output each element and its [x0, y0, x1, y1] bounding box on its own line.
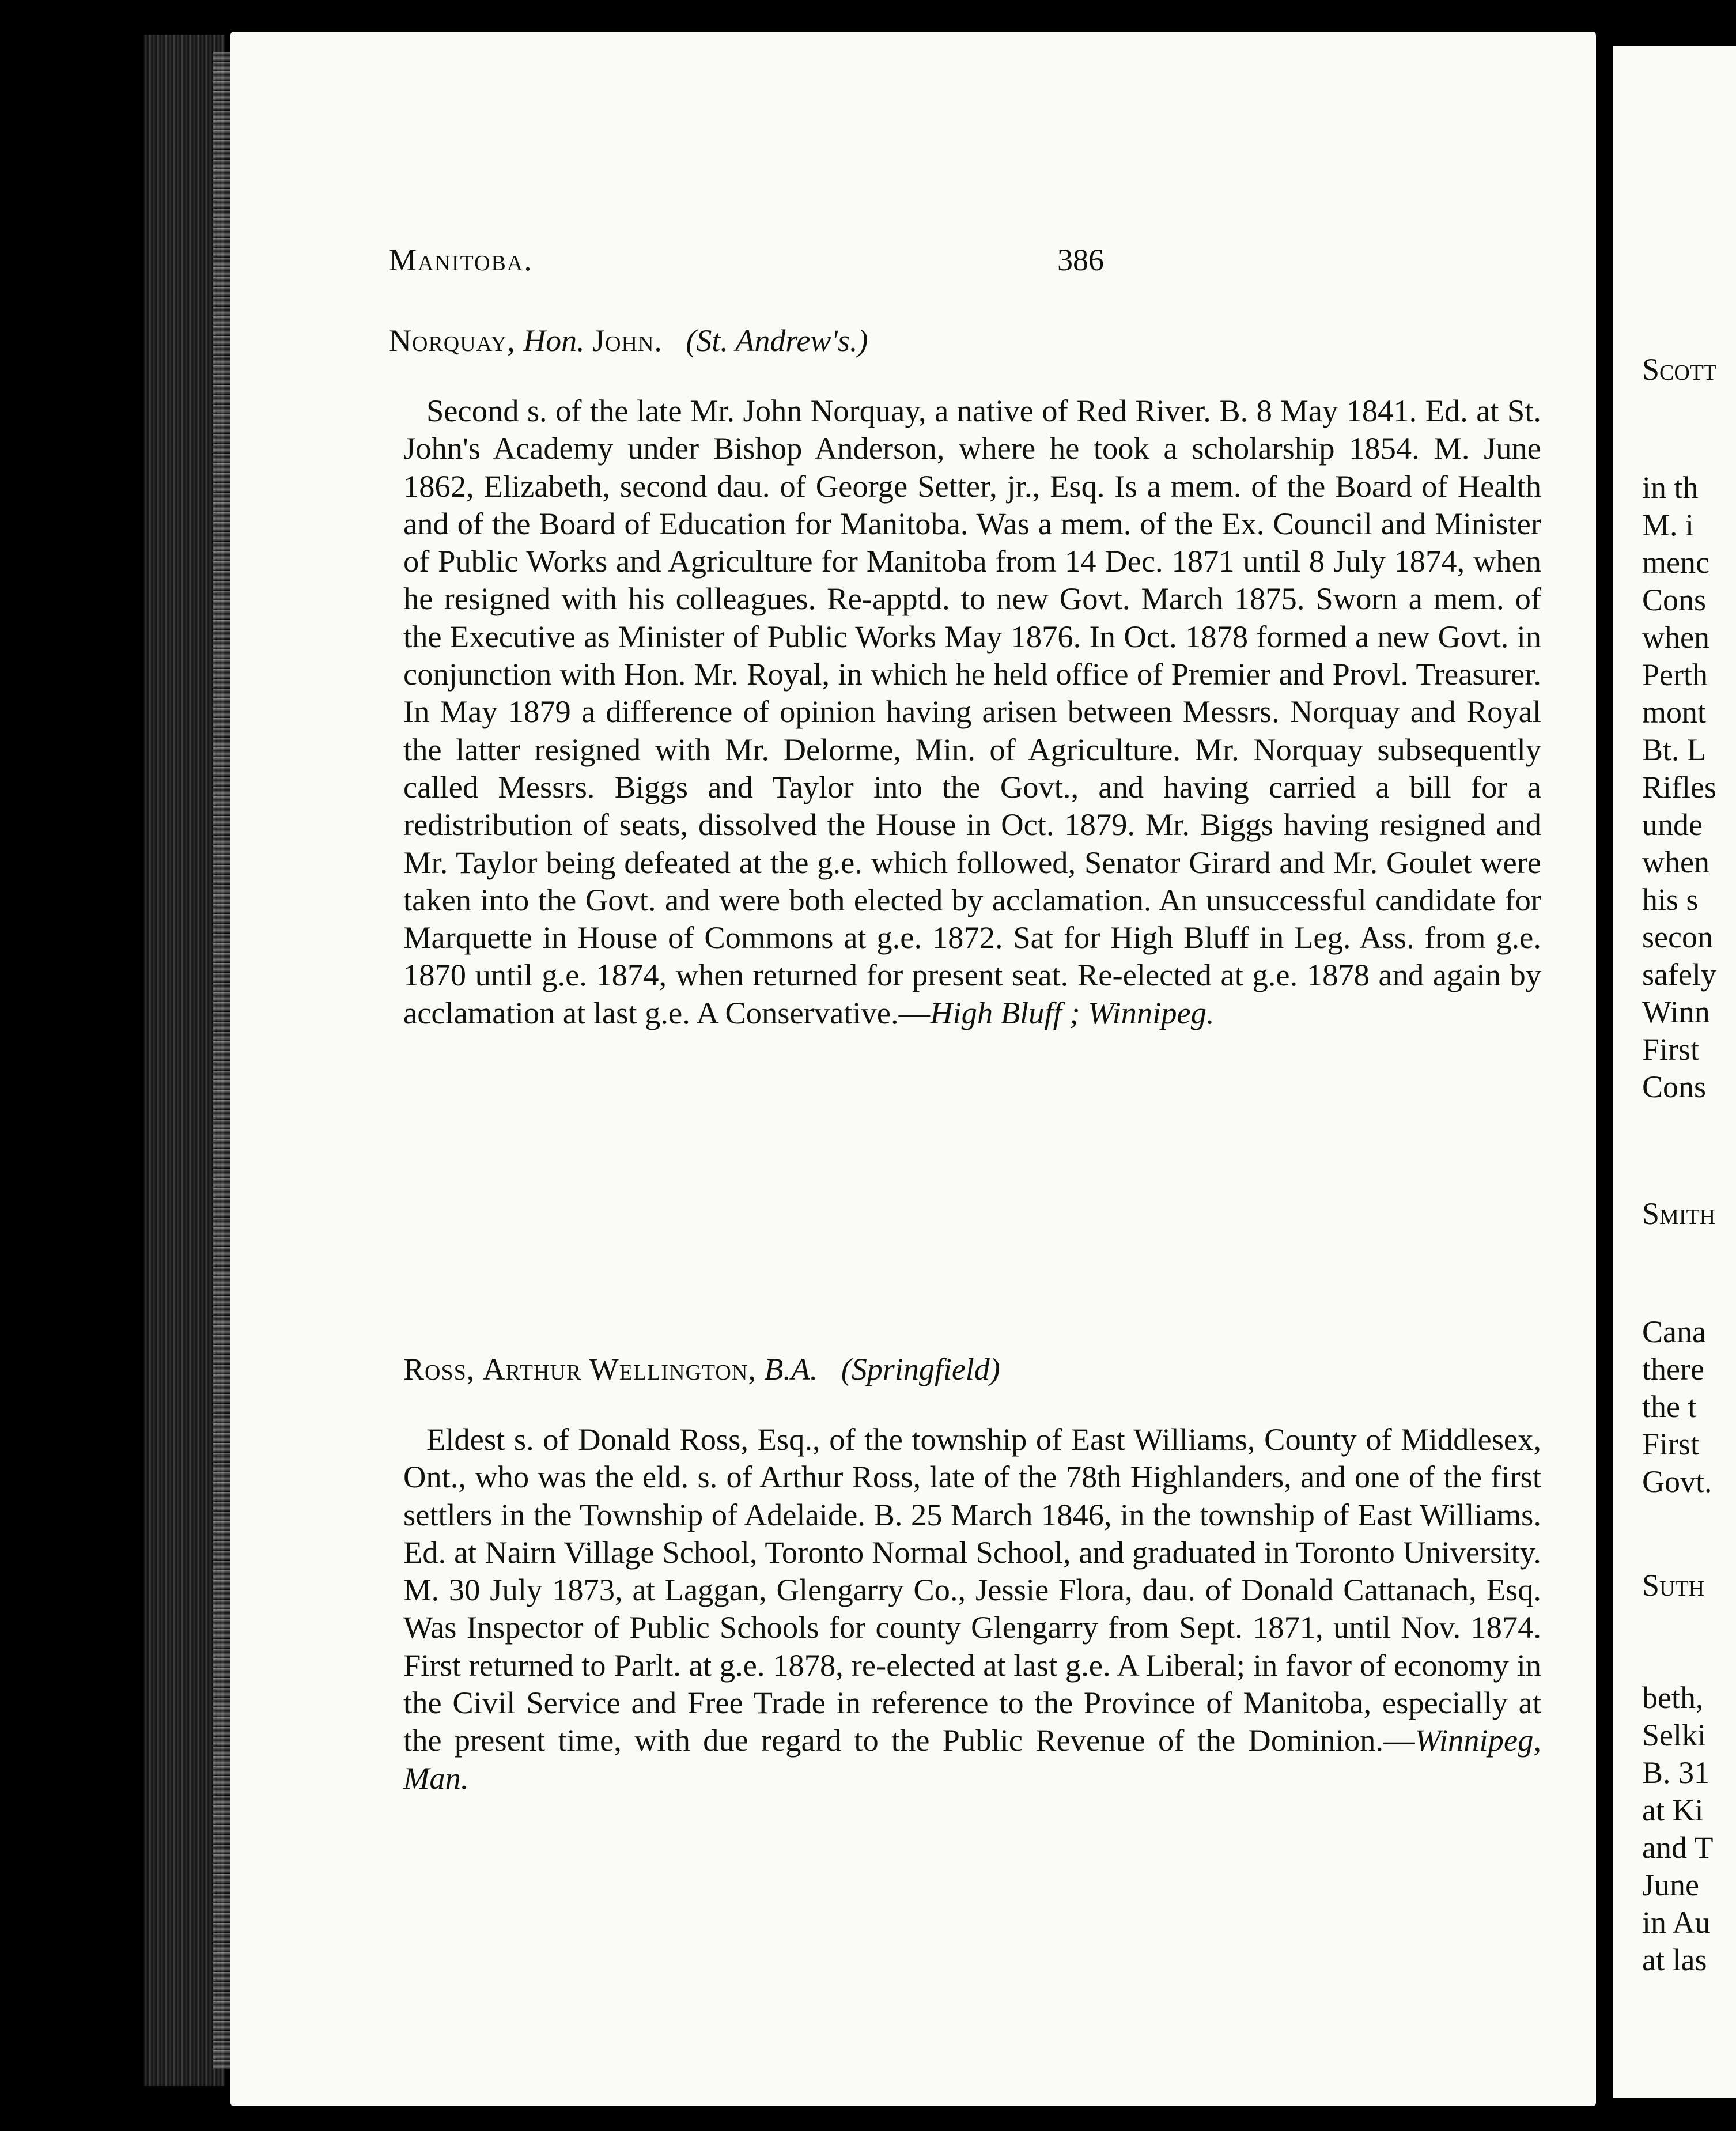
facing-line: mont	[1642, 695, 1707, 730]
section-title: Manitoba.	[389, 243, 533, 277]
facing-line: Bt. L	[1642, 732, 1707, 767]
facing-line: when	[1642, 845, 1709, 879]
facing-line: Suth	[1642, 1568, 1705, 1603]
facing-line: beth,	[1642, 1680, 1704, 1715]
entry-address: High Bluff ; Winnipeg.	[930, 995, 1215, 1030]
facing-line: menc	[1642, 545, 1709, 580]
entry-title: Hon.	[523, 323, 585, 358]
entry-constituency: (St. Andrew's.)	[686, 323, 868, 358]
facing-line: Perth	[1642, 658, 1708, 692]
entry-biography: Eldest s. of Donald Ross, Esq., of the township of East Williams, County of Middlesex, Ont., who was the eld. s. of Arthur Ross, late of the 78th Highlanders, and one of the first settlers in the Township of Adelaide. B. 25 March 1846, in the township of East Williams. Ed. at Nairn Village School, Toronto Normal School, and graduated in Toronto University. M. 30 July 1873, at Laggan, Glengarry Co., Jessie Flora, dau. of Donald Cattanach, Esq. Was Inspector of Public Schools for county Glengarry from Sept. 1871, until Nov. 1874. First returned to Parlt. at g.e. 1878, re-elected at last g.e. A Liberal; in favor of economy in the Civil Service and Free Trade in reference to the Province of Manitoba, especially at the present time, with due regard to the Public Revenue of the Dominion.—	[403, 1422, 1541, 1758]
facing-line: safely	[1642, 957, 1716, 992]
page-number: 386	[1057, 243, 1104, 277]
facing-line: unde	[1642, 807, 1703, 842]
facing-line: Selki	[1642, 1718, 1707, 1752]
facing-line: in th	[1642, 470, 1699, 505]
facing-line: Winn	[1642, 995, 1710, 1029]
entry-body-norquay	[403, 392, 1541, 1032]
binding-edge	[144, 35, 225, 2086]
facing-line: B. 31	[1642, 1755, 1710, 1790]
facing-line: there	[1642, 1352, 1704, 1386]
facing-line: in Au	[1642, 1905, 1711, 1940]
facing-line: when	[1642, 620, 1709, 655]
entry-title: B.A.	[764, 1352, 818, 1386]
facing-line: Scott	[1642, 352, 1717, 387]
entry-given-names: Arthur Wellington,	[482, 1352, 757, 1386]
facing-line: Govt.	[1642, 1464, 1712, 1499]
facing-line: at Ki	[1642, 1793, 1704, 1827]
entry-given-names: John.	[592, 323, 663, 358]
entry-address: Winnipeg, Man.	[403, 1722, 1541, 1796]
facing-line: June	[1642, 1868, 1699, 1902]
facing-page-fragment	[1613, 46, 1736, 2098]
facing-line: Cana	[1642, 1314, 1706, 1349]
facing-line: secon	[1642, 920, 1713, 954]
facing-line: M. i	[1642, 508, 1695, 542]
facing-line: Cons	[1642, 1070, 1707, 1104]
running-head	[389, 242, 1628, 288]
facing-line: Rifles	[1642, 770, 1716, 804]
facing-line: and T	[1642, 1830, 1714, 1865]
entry-heading-ross	[403, 1351, 1000, 1387]
entry-heading-norquay	[389, 323, 868, 358]
facing-line: Cons	[1642, 583, 1707, 617]
entry-biography: Second s. of the late Mr. John Norquay, a native of Red River. B. 8 May 1841. Ed. at St. John's Academy under Bishop Anderson, where he took a scholarship 1854. M. June 1862, Elizabeth, second dau. of George Setter, jr., Esq. Is a mem. of the Board of Health and of the Board of Education for Manitoba. Was a mem. of the Ex. Council and Minister of Public Works and Agriculture for Manitoba from 14 Dec. 1871 until 8 July 1874, when he resigned with his colleagues. Re-apptd. to new Govt. March 1875. Sworn a mem. of the Executive as Minister of Public Works May 1876. In Oct. 1878 formed a new Govt. in conjunction with Hon. Mr. Royal, in which he held office of Premier and Provl. Treasurer. In May 1879 a difference of opinion having arisen between Messrs. Norquay and Royal the latter resigned with Mr. Delorme, Min. of Agriculture. Mr. Norquay subsequently called Messrs. Biggs and Taylor into the Govt., and having carried a bill for a redistribution of seats, dissolved the House in Oct. 1879. Mr. Biggs having resigned and Mr. Taylor being defeated at the g.e. which followed, Senator Girard and Mr. Goulet were taken into the Govt. and were both elected by acclamation. An unsuccessful candidate for Marquette in House of Commons at g.e. 1872. Sat for High Bluff in Leg. Ass. from g.e. 1870 until g.e. 1874, when returned for present seat. Re-elected at g.e. 1878 and again by acclamation at last g.e. A Conservative.—	[403, 393, 1541, 1030]
entry-body-ross	[403, 1420, 1541, 1797]
facing-line: the t	[1642, 1389, 1697, 1424]
facing-line: First	[1642, 1427, 1700, 1461]
entry-constituency: (Springfield)	[841, 1352, 1000, 1386]
facing-line: Smith	[1642, 1196, 1716, 1231]
facing-line: First	[1642, 1032, 1700, 1067]
facing-line: at las	[1642, 1943, 1707, 1977]
entry-surname: Norquay,	[389, 323, 516, 358]
facing-line: his s	[1642, 882, 1699, 917]
entry-surname: Ross,	[403, 1352, 475, 1386]
